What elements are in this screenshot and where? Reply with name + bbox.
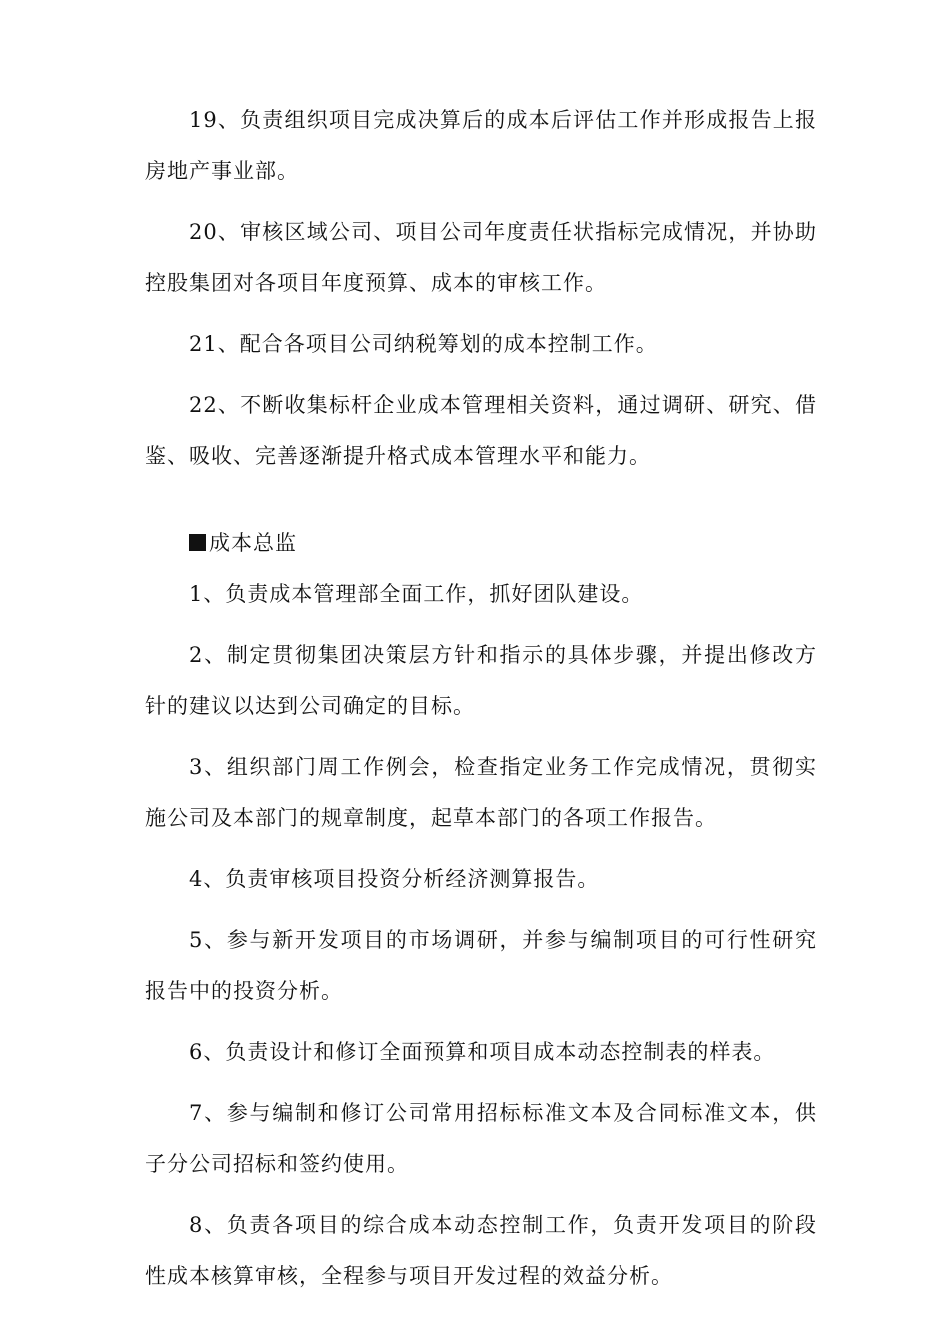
list-item: 22、不断收集标杆企业成本管理相关资料，通过调研、研究、借鉴、吸收、完善逐渐提升格式成本管理水平和能力。	[145, 393, 817, 468]
list-item: 1、负责成本管理部全面工作，抓好团队建设。	[189, 582, 644, 606]
black-square-icon	[189, 534, 206, 551]
list-item: 6、负责设计和修订全面预算和项目成本动态控制表的样表。	[189, 1040, 776, 1064]
list-item: 20、审核区域公司、项目公司年度责任状指标完成情况，并协助控股集团对各项目年度预算、成本的审核工作。	[145, 220, 817, 295]
list-item: 4、负责审核项目投资分析经济测算报告。	[189, 867, 600, 891]
section-heading-text: 成本总监	[209, 531, 297, 555]
list-item: 2、制定贯彻集团决策层方针和指示的具体步骤，并提出修改方针的建议以达到公司确定的目标。	[145, 643, 817, 718]
list-item: 7、参与编制和修订公司常用招标标准文本及合同标准文本，供子分公司招标和签约使用。	[145, 1101, 817, 1176]
document-body	[145, 95, 817, 1312]
list-item: 21、配合各项目公司纳税筹划的成本控制工作。	[189, 332, 658, 356]
section-heading	[145, 518, 817, 569]
list-item: 19、负责组织项目完成决算后的成本后评估工作并形成报告上报房地产事业部。	[145, 108, 817, 183]
list-item: 3、组织部门周工作例会，检查指定业务工作完成情况，贯彻实施公司及本部门的规章制度，起草本部门的各项工作报告。	[145, 755, 817, 830]
list-item: 8、负责各项目的综合成本动态控制工作，负责开发项目的阶段性成本核算审核，全程参与项目开发过程的效益分析。	[145, 1213, 817, 1288]
list-item: 5、参与新开发项目的市场调研，并参与编制项目的可行性研究报告中的投资分析。	[145, 928, 817, 1003]
